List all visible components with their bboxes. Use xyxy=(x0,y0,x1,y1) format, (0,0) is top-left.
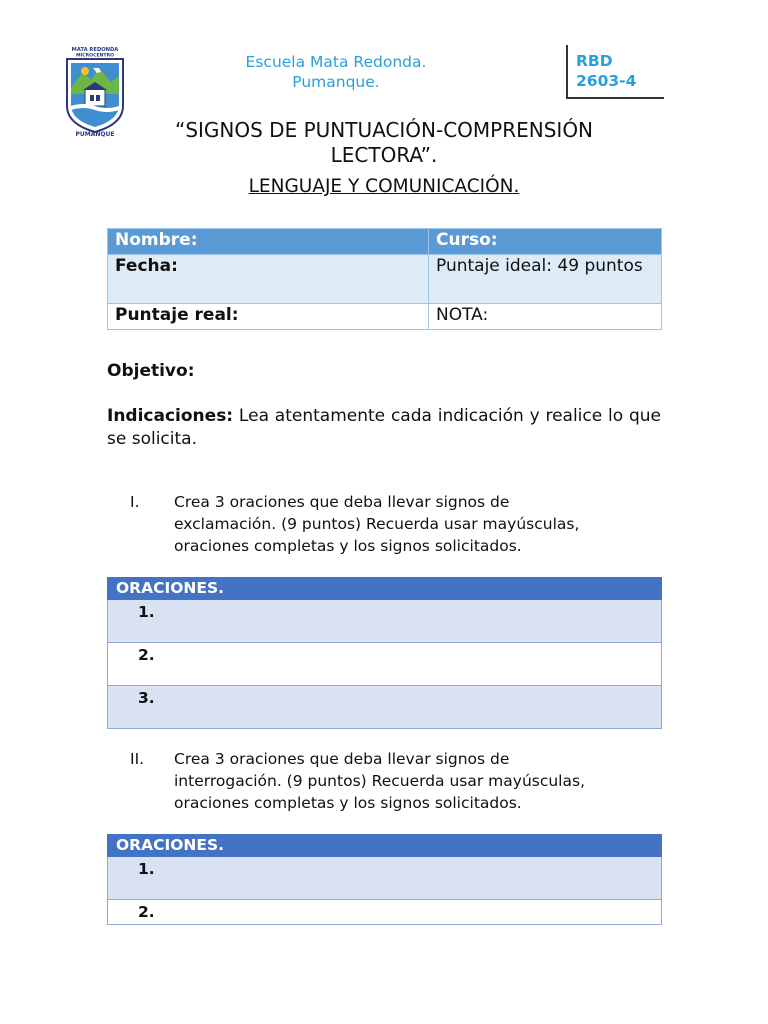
rbd-box xyxy=(566,45,664,99)
nombre-field[interactable]: Nombre: xyxy=(108,229,429,255)
logo-sub-text: MICROCENTRO xyxy=(75,53,115,59)
nota-field[interactable]: NOTA: xyxy=(429,304,662,330)
oracion-row[interactable]: 2. xyxy=(108,643,662,686)
puntaje-real-field[interactable]: Puntaje real: xyxy=(108,304,429,330)
school-name xyxy=(196,52,476,92)
rbd-label: RBD xyxy=(576,52,613,70)
logo-top-text: MATA REDONDA xyxy=(71,47,119,53)
fecha-field[interactable]: Fecha: xyxy=(108,255,429,304)
student-info-table xyxy=(107,228,662,330)
school-crest-icon xyxy=(63,44,127,138)
rbd-code xyxy=(576,51,636,91)
objetivo-label: Objetivo: xyxy=(107,361,195,381)
oraciones-header: ORACIONES. xyxy=(108,835,662,857)
oracion-row[interactable]: 3. xyxy=(108,686,662,729)
page-title-line1: “SIGNOS DE PUNTUACIÓN-COMPRENSIÓN xyxy=(174,118,594,142)
page-title xyxy=(120,118,648,168)
item-instruction: Crea 3 oraciones que deba llevar signos de exclamación. (9 puntos) Recuerda usar mayúsculas, oraciones completas y los signos solicitados. xyxy=(174,493,580,555)
school-name-line1: Escuela Mata Redonda. xyxy=(245,53,427,71)
curso-field[interactable]: Curso: xyxy=(429,229,662,255)
item-instruction: Crea 3 oraciones que deba llevar signos de interrogación. (9 puntos) Recuerda usar mayúsculas, oraciones completas y los signos solicitados. xyxy=(174,750,585,812)
subject-title: LENGUAJE Y COMUNICACIÓN. xyxy=(248,176,520,197)
school-name-line2: Pumanque. xyxy=(292,73,380,91)
puntaje-ideal-label: Puntaje ideal: 49 puntos xyxy=(429,255,662,304)
oracion-row[interactable]: 1. xyxy=(108,857,662,900)
page-title-line2: LECTORA”. xyxy=(330,143,438,167)
oraciones-table xyxy=(107,577,662,729)
item-numeral: II. xyxy=(130,750,145,768)
oracion-row[interactable]: 2. xyxy=(108,900,662,925)
item-numeral: I. xyxy=(130,493,140,511)
oracion-row[interactable]: 1. xyxy=(108,600,662,643)
logo-bottom-text: PUMANQUE xyxy=(75,131,115,138)
indicaciones-paragraph xyxy=(107,405,661,451)
indicaciones-label: Indicaciones: xyxy=(107,406,234,426)
rbd-number: 2603-4 xyxy=(576,72,637,90)
indicaciones-text: Lea atentamente cada indicación y realice lo que se solicita. xyxy=(107,406,661,449)
oraciones-header: ORACIONES. xyxy=(108,578,662,600)
oraciones-table xyxy=(107,834,662,925)
